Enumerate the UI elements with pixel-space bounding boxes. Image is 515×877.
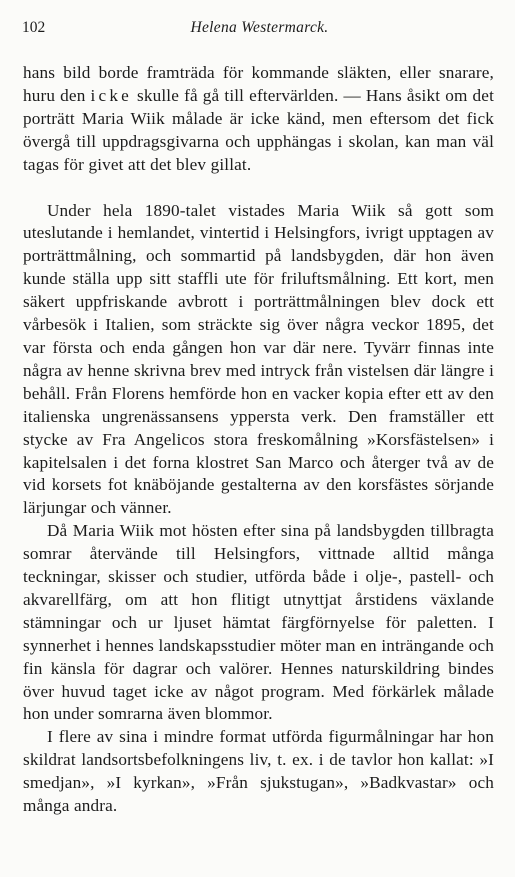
paragraph <box>23 62 494 177</box>
paragraph-text: skulle få gå till eftervärlden. — Hans åsikt om det porträtt Maria Wiik målade är icke känd, men eftersom det fick övergå till uppdragsgivarna och upphängas i skolan, kan man väl tagas för givet att det blev gillat. <box>23 85 495 174</box>
paragraph: Då Maria Wiik mot hösten efter sina på landsbygden tillbragta somrar återvände till Helsingfors, vittnade alltid många teckningar, skisser och studier, utförda både i olje-, pastell- och akvarellfärg, om att hon flitigt utnyttjat årstidens växlande stämningar och ur ljuset hämtat färgförnyelse för paletten. I synnerhet i hennes landskapsstudier möter man en inträngande och fin känsla för dagrar och valörer. Hennes naturskildring bindes över huvud taget icke av något program. Med förkärlek målade hon under somrarna även blommor. <box>23 521 494 724</box>
paragraph: I flere av sina i mindre format utförda figurmålningar har hon skildrat landsortsbefolkningens liv, t. ex. i de tavlor hon kallat: »I smedjan», »I kyrkan», »Från sjukstugan», »Badkvastar» och många andra. <box>23 727 494 816</box>
body-text <box>23 62 494 818</box>
emphasized-word: icke <box>90 85 132 105</box>
paragraph-text: hans bild borde framträda för kommande släkten, eller snarare, huru den <box>23 63 494 105</box>
paragraph: Under hela 1890-talet vistades Maria Wiik så gott som uteslutande i hemlandet, vintertid i Helsingfors, ivrigt upptagen av porträttmålning, och sommartid på landsbygden, där hon även kunde ställa upp sitt staffli ute för friluftsmålning. Ett kort, men säkert uppfriskande avbrott i porträttmålningen blev dock ett vårbesök i Italien, som sträckte sig över några veckor 1895, det var första och enda gången hon var där nere. Tyvärr finnas inte några av henne skrivna brev med intryck från vistelsen där längre i behåll. Från Florens hemförde hon en vacker kopia efter ett av den italienska ungrenässansens yppersta verk. Den framställer ett stycke av Fra Angelicos stora freskomålning »Korsfästelsen» i kapitelsalen i det forna klostret San Marco och återger två av de vid korsets fot knäböjande gestalterna av den korsfästes sörjande lärjungar och vänner. <box>23 200 494 518</box>
page-number: 102 <box>22 19 46 36</box>
page-header <box>22 19 497 41</box>
running-title: Helena Westermarck. <box>190 19 329 36</box>
